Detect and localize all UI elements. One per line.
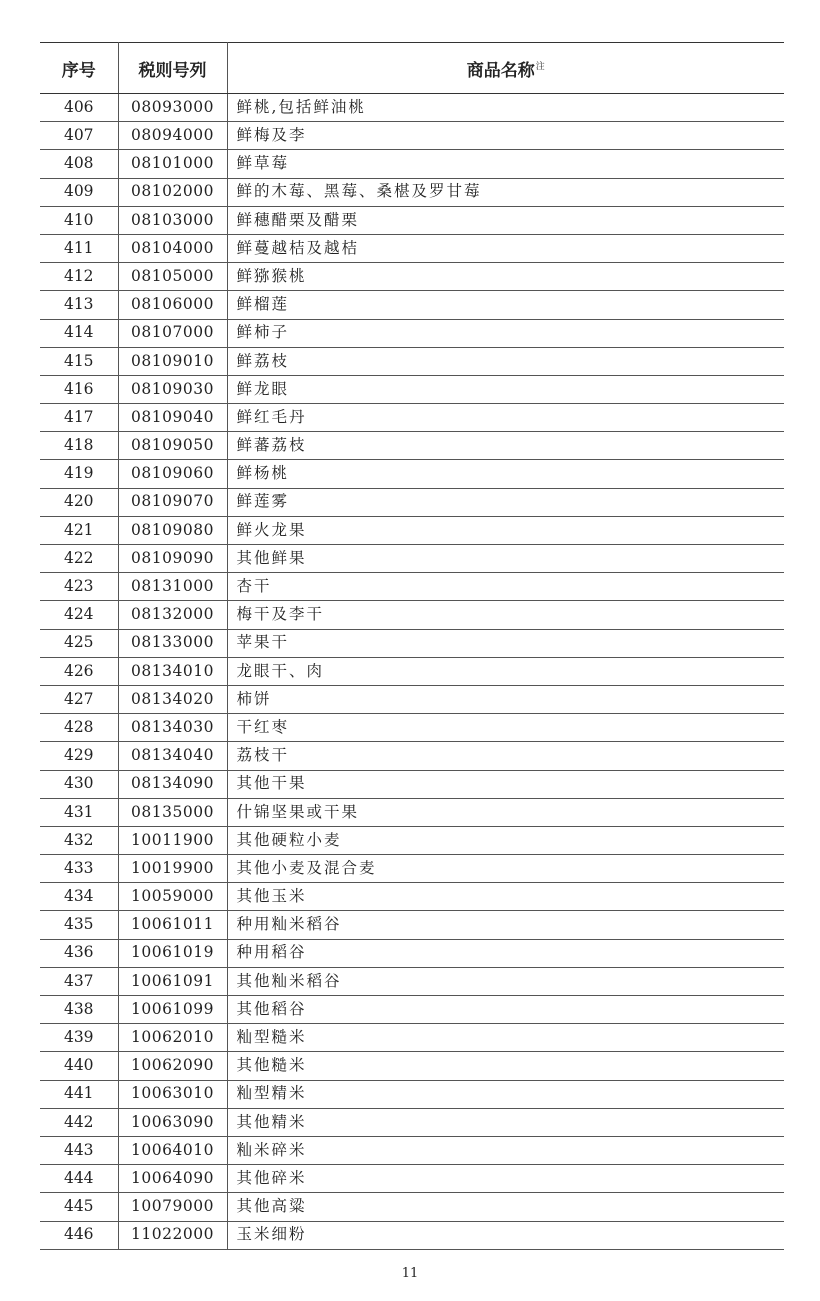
cell-name: 鲜蕃荔枝 [227,432,784,460]
cell-code: 10011900 [118,826,227,854]
header-row [40,43,784,94]
table-row [40,742,784,770]
cell-code: 08102000 [118,178,227,206]
cell-name: 鲜梅及李 [227,122,784,150]
table-row [40,1136,784,1164]
cell-seq: 414 [40,319,118,347]
cell-code: 08109010 [118,347,227,375]
table-row [40,855,784,883]
table-row [40,347,784,375]
cell-name: 鲜穗醋栗及醋栗 [227,206,784,234]
cell-name: 其他碎米 [227,1165,784,1193]
cell-seq: 430 [40,770,118,798]
table-row [40,319,784,347]
table-row [40,826,784,854]
cell-code: 08104000 [118,234,227,262]
cell-name: 籼型糙米 [227,1024,784,1052]
cell-code: 08109090 [118,545,227,573]
cell-code: 08105000 [118,263,227,291]
header-name-label: 商品名称 [466,60,535,81]
cell-seq: 408 [40,150,118,178]
cell-seq: 415 [40,347,118,375]
cell-seq: 431 [40,798,118,826]
cell-name: 其他鲜果 [227,545,784,573]
table-row [40,516,784,544]
cell-name: 鲜柿子 [227,319,784,347]
table-row [40,798,784,826]
cell-code: 08106000 [118,291,227,319]
table-row [40,1024,784,1052]
table-row [40,1052,784,1080]
table-row [40,94,784,122]
cell-seq: 428 [40,714,118,742]
cell-code: 08103000 [118,206,227,234]
table-row [40,911,784,939]
cell-seq: 411 [40,234,118,262]
cell-name: 鲜榴莲 [227,291,784,319]
cell-code: 08109030 [118,375,227,403]
cell-code: 08094000 [118,122,227,150]
cell-seq: 412 [40,263,118,291]
cell-name: 其他干果 [227,770,784,798]
table-row [40,206,784,234]
cell-code: 08101000 [118,150,227,178]
cell-seq: 442 [40,1108,118,1136]
cell-code: 08134030 [118,714,227,742]
cell-seq: 439 [40,1024,118,1052]
cell-code: 08135000 [118,798,227,826]
cell-code: 08107000 [118,319,227,347]
cell-name: 玉米细粉 [227,1221,784,1249]
cell-code: 10059000 [118,883,227,911]
table-row [40,488,784,516]
cell-code: 08109040 [118,404,227,432]
cell-code: 08131000 [118,573,227,601]
table-row [40,967,784,995]
cell-name: 其他糙米 [227,1052,784,1080]
cell-seq: 440 [40,1052,118,1080]
cell-seq: 441 [40,1080,118,1108]
table-row [40,122,784,150]
table-header [40,43,784,94]
cell-name: 鲜莲雾 [227,488,784,516]
table-row [40,939,784,967]
cell-seq: 445 [40,1193,118,1221]
cell-name: 籼米碎米 [227,1136,784,1164]
table-row [40,770,784,798]
table-row [40,432,784,460]
cell-seq: 436 [40,939,118,967]
cell-name: 苹果干 [227,629,784,657]
table-body [40,94,784,1250]
table-row [40,601,784,629]
header-seq: 序号 [40,43,118,94]
cell-name: 鲜龙眼 [227,375,784,403]
table-row [40,234,784,262]
cell-seq: 413 [40,291,118,319]
cell-code: 10019900 [118,855,227,883]
cell-name: 干红枣 [227,714,784,742]
cell-name: 鲜桃,包括鲜油桃 [227,94,784,122]
page-number: 11 [401,1266,419,1281]
cell-code: 08093000 [118,94,227,122]
cell-code: 10079000 [118,1193,227,1221]
cell-code: 11022000 [118,1221,227,1249]
cell-code: 10061091 [118,967,227,995]
cell-seq: 409 [40,178,118,206]
cell-name: 荔枝干 [227,742,784,770]
header-name-note: 注 [535,61,545,72]
cell-name: 鲜草莓 [227,150,784,178]
cell-seq: 416 [40,375,118,403]
cell-seq: 419 [40,460,118,488]
cell-code: 10062010 [118,1024,227,1052]
table-row [40,573,784,601]
cell-name: 鲜的木莓、黑莓、桑椹及罗甘莓 [227,178,784,206]
cell-name: 其他小麦及混合麦 [227,855,784,883]
table-row [40,545,784,573]
cell-name: 鲜猕猴桃 [227,263,784,291]
cell-name: 其他稻谷 [227,996,784,1024]
cell-name: 鲜火龙果 [227,516,784,544]
cell-seq: 446 [40,1221,118,1249]
cell-code: 10061011 [118,911,227,939]
cell-name: 其他籼米稻谷 [227,967,784,995]
cell-seq: 426 [40,657,118,685]
cell-seq: 407 [40,122,118,150]
cell-code: 08109080 [118,516,227,544]
cell-code: 08133000 [118,629,227,657]
cell-code: 10063090 [118,1108,227,1136]
cell-name: 鲜荔枝 [227,347,784,375]
cell-seq: 433 [40,855,118,883]
cell-seq: 438 [40,996,118,1024]
cell-seq: 424 [40,601,118,629]
cell-seq: 444 [40,1165,118,1193]
cell-seq: 429 [40,742,118,770]
table-row [40,404,784,432]
cell-name: 其他精米 [227,1108,784,1136]
cell-code: 10061019 [118,939,227,967]
cell-seq: 425 [40,629,118,657]
cell-name: 种用籼米稻谷 [227,911,784,939]
cell-seq: 423 [40,573,118,601]
cell-seq: 410 [40,206,118,234]
table-row [40,1108,784,1136]
table-row [40,150,784,178]
table-row [40,685,784,713]
cell-seq: 443 [40,1136,118,1164]
cell-seq: 437 [40,967,118,995]
table-row [40,460,784,488]
cell-seq: 427 [40,685,118,713]
cell-name: 鲜杨桃 [227,460,784,488]
cell-code: 08109050 [118,432,227,460]
cell-code: 08134040 [118,742,227,770]
cell-code: 10062090 [118,1052,227,1080]
cell-seq: 432 [40,826,118,854]
tariff-table [40,42,784,1250]
table-row [40,883,784,911]
cell-code: 08134090 [118,770,227,798]
cell-name: 种用稻谷 [227,939,784,967]
cell-name: 龙眼干、肉 [227,657,784,685]
cell-name: 柿饼 [227,685,784,713]
cell-code: 08134010 [118,657,227,685]
table-row [40,375,784,403]
cell-seq: 421 [40,516,118,544]
table-row [40,1193,784,1221]
cell-seq: 422 [40,545,118,573]
cell-seq: 417 [40,404,118,432]
cell-code: 10063010 [118,1080,227,1108]
cell-code: 08132000 [118,601,227,629]
table-row [40,178,784,206]
table-row [40,263,784,291]
cell-name: 其他玉米 [227,883,784,911]
table-row [40,1165,784,1193]
header-name [227,43,784,94]
cell-name: 梅干及李干 [227,601,784,629]
cell-name: 其他硬粒小麦 [227,826,784,854]
cell-name: 什锦坚果或干果 [227,798,784,826]
cell-seq: 435 [40,911,118,939]
table-row [40,629,784,657]
cell-seq: 434 [40,883,118,911]
table-row [40,1080,784,1108]
cell-code: 10061099 [118,996,227,1024]
table-row [40,714,784,742]
cell-seq: 418 [40,432,118,460]
cell-seq: 420 [40,488,118,516]
cell-name: 鲜蔓越桔及越桔 [227,234,784,262]
cell-name: 杏干 [227,573,784,601]
table-row [40,657,784,685]
table-row [40,996,784,1024]
cell-code: 08134020 [118,685,227,713]
cell-name: 鲜红毛丹 [227,404,784,432]
cell-name: 其他高粱 [227,1193,784,1221]
cell-code: 10064090 [118,1165,227,1193]
cell-seq: 406 [40,94,118,122]
cell-code: 08109060 [118,460,227,488]
cell-code: 08109070 [118,488,227,516]
table-row [40,1221,784,1249]
cell-name: 籼型精米 [227,1080,784,1108]
table-row [40,291,784,319]
cell-code: 10064010 [118,1136,227,1164]
header-code: 税则号列 [118,43,227,94]
